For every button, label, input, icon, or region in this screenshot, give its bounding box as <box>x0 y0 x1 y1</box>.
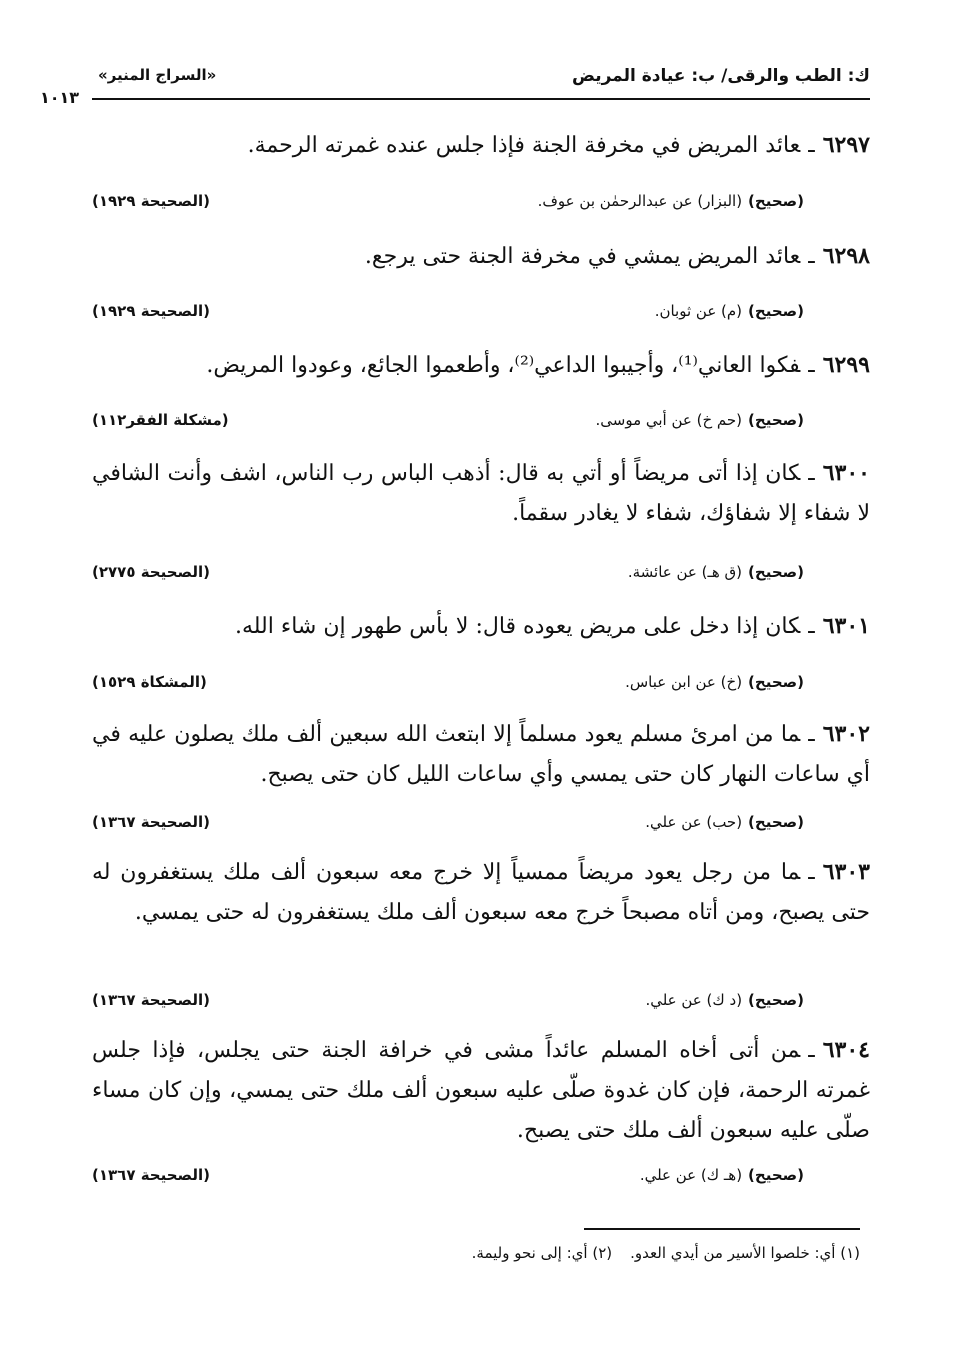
hadith-narrator: (حب) عن علي. <box>645 813 743 831</box>
hadith-reference: (المشكاة ١٥٢٩) <box>92 673 207 691</box>
hadith-reference: (الصحيحة ١٩٢٩) <box>92 302 210 320</box>
dash: ـ <box>808 461 815 486</box>
hadith-6300 <box>92 453 870 534</box>
hadith-number: ٦٣٠١ <box>822 613 870 639</box>
hadith-text: من أتى أخاه المسلم عائداً مشى في خرافة الجنة حتى يجلس، فإذا جلس غمرته الرحمة، فإن كان غدوة صلّى عليه سبعون ألف ملك حتى يمسي، وإن كان مساء صلّى عليه سبعون ألف ملك حتى يصبح. <box>92 1038 870 1143</box>
hadith-grade: (صحيح) <box>748 673 804 691</box>
dash: ـ <box>808 614 815 639</box>
hadith-number: ٦٣٠٢ <box>822 721 870 747</box>
hadith-number: ٦٢٩٧ <box>822 132 870 158</box>
dash: ـ <box>808 860 815 885</box>
hadith-grade: (صحيح) <box>748 813 804 831</box>
hadith-text: عائد المريض يمشي في مخرفة الجنة حتى يرجع. <box>364 244 801 269</box>
hadith-source <box>645 991 804 1009</box>
hadith-number: ٦٣٠٤ <box>822 1037 870 1063</box>
hadith-6299 <box>92 345 870 386</box>
footnote-2: (٢) أي: إلى نحو وليمة. <box>471 1244 613 1262</box>
header-rule <box>92 98 870 100</box>
hadith-source <box>655 302 804 320</box>
hadith-narrator: (خ) عن ابن عباس. <box>625 673 743 691</box>
hadith-narrator: (م) عن ثوبان. <box>654 302 743 320</box>
hadith-grade: (صحيح) <box>748 1166 804 1184</box>
hadith-narrator: (البزار) عن عبدالرحمٰن بن عوف. <box>537 192 743 210</box>
page-header <box>40 60 870 108</box>
hadith-number: ٦٢٩٨ <box>822 243 870 269</box>
hadith-text: فكوا العاني⁽¹⁾، وأجيبوا الداعي⁽²⁾، وأطعموا الجائع، وعودوا المريض. <box>206 353 801 378</box>
chapter-title: ك: الطب والرقى/ ب: عيادة المريض <box>572 66 870 86</box>
hadith-grade: (صحيح) <box>748 411 804 429</box>
hadith-6303 <box>92 852 870 933</box>
dash: ـ <box>808 1038 815 1063</box>
hadith-text: عائد المريض في مخرفة الجنة فإذا جلس عنده غمرته الرحمة. <box>247 133 801 158</box>
hadith-reference: (الصحيحة ١٣٦٧) <box>92 1166 210 1184</box>
dash: ـ <box>808 722 815 747</box>
hadith-grade: (صحيح) <box>748 563 804 581</box>
hadith-text: كان إذا دخل على مريض يعوده قال: لا بأس طهور إن شاء الله. <box>234 614 801 639</box>
hadith-narrator: (د ك) عن علي. <box>645 991 743 1009</box>
hadith-narrator: (ق هـ) عن عائشة. <box>627 563 743 581</box>
hadith-source <box>628 563 804 581</box>
hadith-source <box>645 813 804 831</box>
hadith-6301 <box>92 606 870 647</box>
hadith-source <box>538 192 804 210</box>
dash: ـ <box>808 133 815 158</box>
hadith-reference: (مشكلة الفقر١١٢) <box>92 411 229 429</box>
hadith-number: ٦٢٩٩ <box>822 352 870 378</box>
hadith-reference: (الصحيحة ١٣٦٧) <box>92 991 210 1009</box>
footnotes <box>472 1244 860 1262</box>
hadith-narrator: (حم خ) عن أبي موسى. <box>595 411 743 429</box>
hadith-grade: (صحيح) <box>748 991 804 1009</box>
hadith-reference: (الصحيحة ١٩٢٩) <box>92 192 210 210</box>
hadith-6297 <box>92 125 870 166</box>
hadith-grade: (صحيح) <box>748 192 804 210</box>
hadith-grade: (صحيح) <box>748 302 804 320</box>
dash: ـ <box>808 244 815 269</box>
hadith-text: ما من امرئ مسلم يعود مسلماً إلا ابتعث الله سبعين ألف ملك يصلون عليه في أي ساعات النهار كان حتى يمسي وأي ساعات الليل كان حتى يصبح. <box>92 722 870 787</box>
hadith-6298 <box>92 236 870 277</box>
hadith-reference: (الصحيحة ١٣٦٧) <box>92 813 210 831</box>
hadith-number: ٦٣٠٠ <box>822 460 870 486</box>
page-number: ١٠١٣ <box>40 88 80 107</box>
hadith-6302 <box>92 714 870 795</box>
hadith-number: ٦٣٠٣ <box>822 859 870 885</box>
hadith-source <box>640 1166 804 1184</box>
hadith-narrator: (هـ ك) عن علي. <box>639 1166 743 1184</box>
hadith-6304 <box>92 1030 870 1151</box>
dash: ـ <box>808 353 815 378</box>
footnote-rule <box>584 1228 860 1230</box>
book-title: «السراج المنير» <box>98 66 217 84</box>
hadith-reference: (الصحيحة ٢٧٧٥) <box>92 563 210 581</box>
hadith-source <box>625 673 804 691</box>
hadith-text: كان إذا أتى مريضاً أو أتي به قال: أذهب الباس رب الناس، اشف وأنت الشافي لا شفاء إلا شفاؤك، شفاء لا يغادر سقماً. <box>92 461 870 526</box>
hadith-text: ما من رجل يعود مريضاً ممسياً إلا خرج معه سبعون ألف ملك يستغفرون له حتى يصبح، ومن أتاه مصبحاً خرج معه سبعون ألف ملك يستغفرون له حتى يمسي. <box>92 860 870 925</box>
hadith-source <box>595 411 804 429</box>
footnote-1: (١) أي: خلصوا الأسير من أيدي العدو. <box>630 1244 860 1262</box>
